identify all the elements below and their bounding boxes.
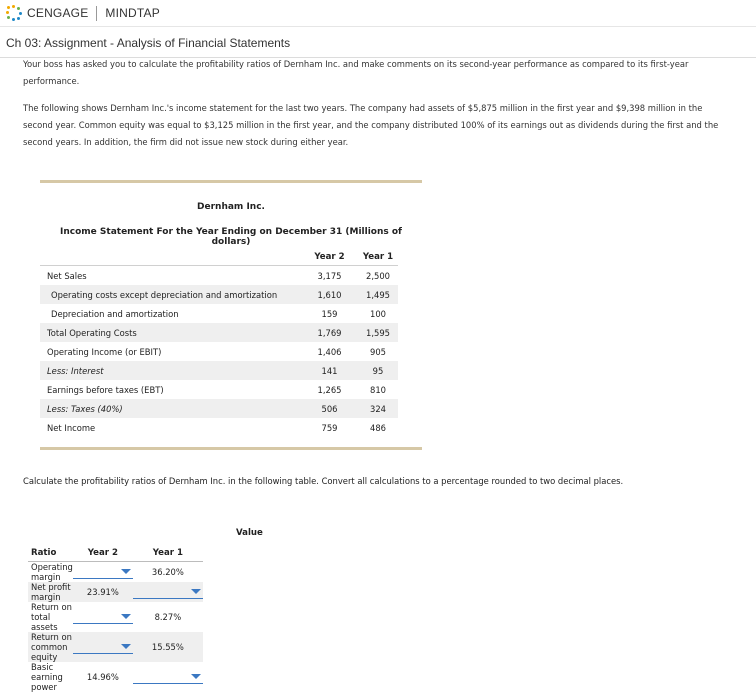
row-year1: 1,495 <box>358 285 398 304</box>
row-year2: 1,769 <box>301 323 358 342</box>
col-year2: Year 2 <box>73 544 133 562</box>
ratio-label: Operating margin <box>31 562 73 582</box>
table-row <box>40 380 398 399</box>
ratio-year1-cell <box>133 662 203 692</box>
net-profit-margin-y1-dropdown[interactable] <box>133 586 203 599</box>
income-statement-table <box>40 249 398 437</box>
top-bar <box>0 0 756 27</box>
row-label <box>40 399 301 418</box>
ratio-year2-cell <box>73 602 133 632</box>
brand-name: CENGAGE <box>27 6 89 20</box>
row-label-text: Less: Interest <box>47 365 104 376</box>
operating-margin-y2-dropdown[interactable] <box>73 566 133 579</box>
row-label: Earnings before taxes (EBT) <box>47 384 164 395</box>
chevron-down-icon <box>121 644 131 649</box>
basic-earning-power-y1-dropdown[interactable] <box>133 671 203 684</box>
ratio-year2-cell <box>73 632 133 662</box>
value-header: Value <box>236 528 263 538</box>
row-year1: 486 <box>370 422 386 433</box>
roa-y2-dropdown[interactable] <box>73 611 133 624</box>
row-year2: 159 <box>321 308 338 319</box>
row-year2: 759 <box>321 422 338 433</box>
row-year1: 810 <box>370 384 386 395</box>
chevron-down-icon <box>121 614 131 619</box>
ratio-label: Net profit margin <box>28 582 73 602</box>
col-year1: Year 1 <box>133 544 203 562</box>
intro-paragraph-1: Your boss has asked you to calculate the profitability ratios of Dernham Inc. and make comments on its second-year performance as compared to its first-year performance. <box>23 59 689 86</box>
table-row <box>28 662 203 692</box>
ratio-label: Return on common equity <box>28 632 73 662</box>
row-label: Operating costs except depreciation and amortization <box>40 285 301 304</box>
bottom-rule <box>40 447 422 450</box>
product-name: MINDTAP <box>105 6 160 20</box>
ratio-table <box>28 544 203 692</box>
row-label: Net Income <box>47 422 96 433</box>
table-row <box>28 562 203 583</box>
row-label <box>40 361 301 380</box>
top-rule <box>40 180 422 183</box>
problem-text <box>23 56 723 151</box>
table-row <box>40 304 398 323</box>
ratio-year2-value: 23.91% <box>73 582 133 602</box>
roe-y2-dropdown[interactable] <box>73 641 133 654</box>
table-row <box>28 582 203 602</box>
intro-paragraph-2: The following shows Dernham Inc.'s income statement for the last two years. The company had assets of $5,875 million in the first year and $9,398 million in the second year. Common equity was equal to $3,125 million in the first year, and the company distributed 100% of its earnings out as dividends during the first and the second years. In addition, the firm did not issue new stock during either year. <box>23 103 719 147</box>
ratio-year1-cell <box>133 582 203 602</box>
statement-company: Dernham Inc. <box>197 202 265 212</box>
ratio-year2-value: 14.96% <box>86 672 119 682</box>
table-row <box>40 285 398 304</box>
row-label: Total Operating Costs <box>40 323 301 342</box>
ratio-year1-value: 8.27% <box>154 612 182 622</box>
table-row <box>40 418 398 437</box>
table-row <box>40 323 398 342</box>
table-row <box>40 266 398 286</box>
col-ratio: Ratio <box>28 544 73 562</box>
brand-divider <box>96 6 97 21</box>
row-year1: 324 <box>358 399 398 418</box>
assignment-bar <box>0 29 756 58</box>
table-row <box>28 602 203 632</box>
row-year1: 1,595 <box>358 323 398 342</box>
row-label: Depreciation and amortization <box>51 308 179 319</box>
ratio-year1-value: 15.55% <box>133 632 203 662</box>
ratio-year2-cell <box>73 562 133 583</box>
row-year2: 1,406 <box>317 346 342 357</box>
row-year2: 3,175 <box>301 266 358 286</box>
row-year1: 905 <box>370 346 386 357</box>
table-row <box>40 342 398 361</box>
statement-title: Income Statement For the Year Ending on December 31 (Millions of dollars) <box>60 227 402 247</box>
ratio-year1-value: 36.20% <box>151 567 184 577</box>
chevron-down-icon <box>191 589 201 594</box>
ratio-label: Return on total assets <box>31 602 72 632</box>
row-year1: 95 <box>358 361 398 380</box>
table-row <box>28 632 203 662</box>
table-row <box>40 361 398 380</box>
assignment-title: Ch 03: Assignment - Analysis of Financial Statements <box>6 36 291 50</box>
row-year2: 1,610 <box>301 285 358 304</box>
col-year2: Year 2 <box>314 252 345 262</box>
row-year1: 2,500 <box>358 266 398 286</box>
income-statement <box>40 180 422 450</box>
col-year1: Year 1 <box>362 252 394 262</box>
table-row <box>40 399 398 418</box>
row-label-text: Less: Taxes (40%) <box>47 403 123 414</box>
row-year2: 506 <box>301 399 358 418</box>
row-label: Net Sales <box>40 266 301 286</box>
row-year1: 100 <box>370 308 386 319</box>
chevron-down-icon <box>191 674 201 679</box>
row-year2: 141 <box>301 361 358 380</box>
ratio-label: Basic earning power <box>31 662 63 692</box>
row-year2: 1,265 <box>317 384 342 395</box>
cengage-logo-icon <box>6 5 22 21</box>
chevron-down-icon <box>121 569 131 574</box>
row-label: Operating Income (or EBIT) <box>47 346 162 357</box>
instructions-text: Calculate the profitability ratios of Dernham Inc. in the following table. Convert all calculations to a percentage rounded to two decimal places. <box>23 476 624 486</box>
